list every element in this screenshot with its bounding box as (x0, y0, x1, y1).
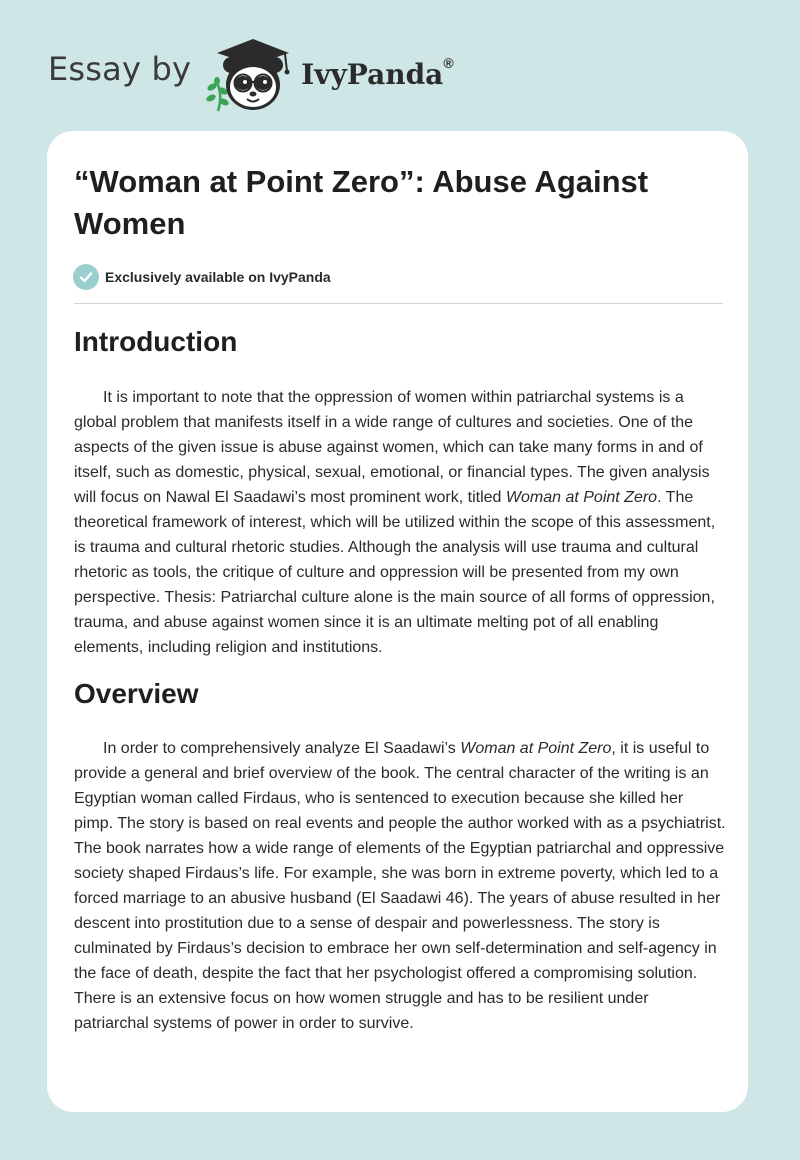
brand-name-text: IvyPanda (301, 58, 444, 91)
brand-name[interactable] (301, 55, 454, 91)
exclusive-badge (73, 264, 331, 290)
page-title: “Woman at Point Zero”: Abuse Against Women (74, 164, 649, 241)
paragraph-italic-title: Woman at Point Zero (460, 740, 612, 757)
section-heading-overview: Overview (74, 678, 199, 709)
paragraph-italic-title: Woman at Point Zero (505, 489, 658, 506)
paragraph-text: , it is useful to provide a general and brief overview of the book. The central character of the writing is an Egyptian woman called Firdaus, who is sentenced to execution because she killed her pimp. The story is based on real events and people the author worked with as a psychiatrist. The book narrates how a wide range of elements of the Egyptian patriarchal and oppressive society shaped Firdaus’s life. For example, she was born in extreme poverty, which led to a forced marriage to an abusive husband (El Saadawi 46). The years of abuse resulted in her descent into prostitution due to a sense of despair and powerlessness. The story is culminated by Firdaus’s decision to embrace her own self-determination and self-agency in the face of death, despite the fact that her psychologist offered a compromising solution. There is an extensive focus on how women struggle and has to be resilient under patriarchal systems of power in order to survive. (74, 740, 726, 1032)
essay-card (47, 131, 748, 1112)
exclusive-label: Exclusively available on IvyPanda (105, 269, 331, 285)
section-heading-introduction: Introduction (74, 326, 238, 357)
registered-mark: ® (443, 55, 454, 71)
checkmark-icon (73, 264, 99, 290)
section-paragraph-introduction (74, 385, 726, 660)
paragraph-text: . The theoretical framework of interest, which will be utilized within the scope of this assessment, is trauma and cultural rhetoric studies. Although the analysis will use trauma and cultural rhetoric as tools, the critique of culture and oppression will be presented from my own perspective. Thesis: Patriarchal culture alone is the main source of all forms of oppression, trauma, and abuse against women since it is an ultimate melting pot of all enabling elements, including religion and institutions. (74, 489, 716, 656)
panda-graduate-icon[interactable] (205, 31, 297, 115)
section-paragraph-overview (74, 736, 726, 1036)
paragraph-text: In order to comprehensively analyze El Saadawi’s (103, 740, 461, 757)
paragraph-text: It is important to note that the oppression of women within patriarchal systems is a global problem that manifests itself in a wide range of cultures and societies. One of the aspects of the given issue is abuse against women, which can take many forms in and of itself, such as domestic, physical, sexual, emotional, or financial types. The given analysis will focus on Nawal El Saadawi’s most prominent work, titled (74, 389, 710, 506)
leaf-sprig-icon (205, 77, 230, 111)
essay-by-label: Essay by (48, 50, 192, 88)
divider (74, 303, 723, 304)
site-header (48, 28, 454, 118)
